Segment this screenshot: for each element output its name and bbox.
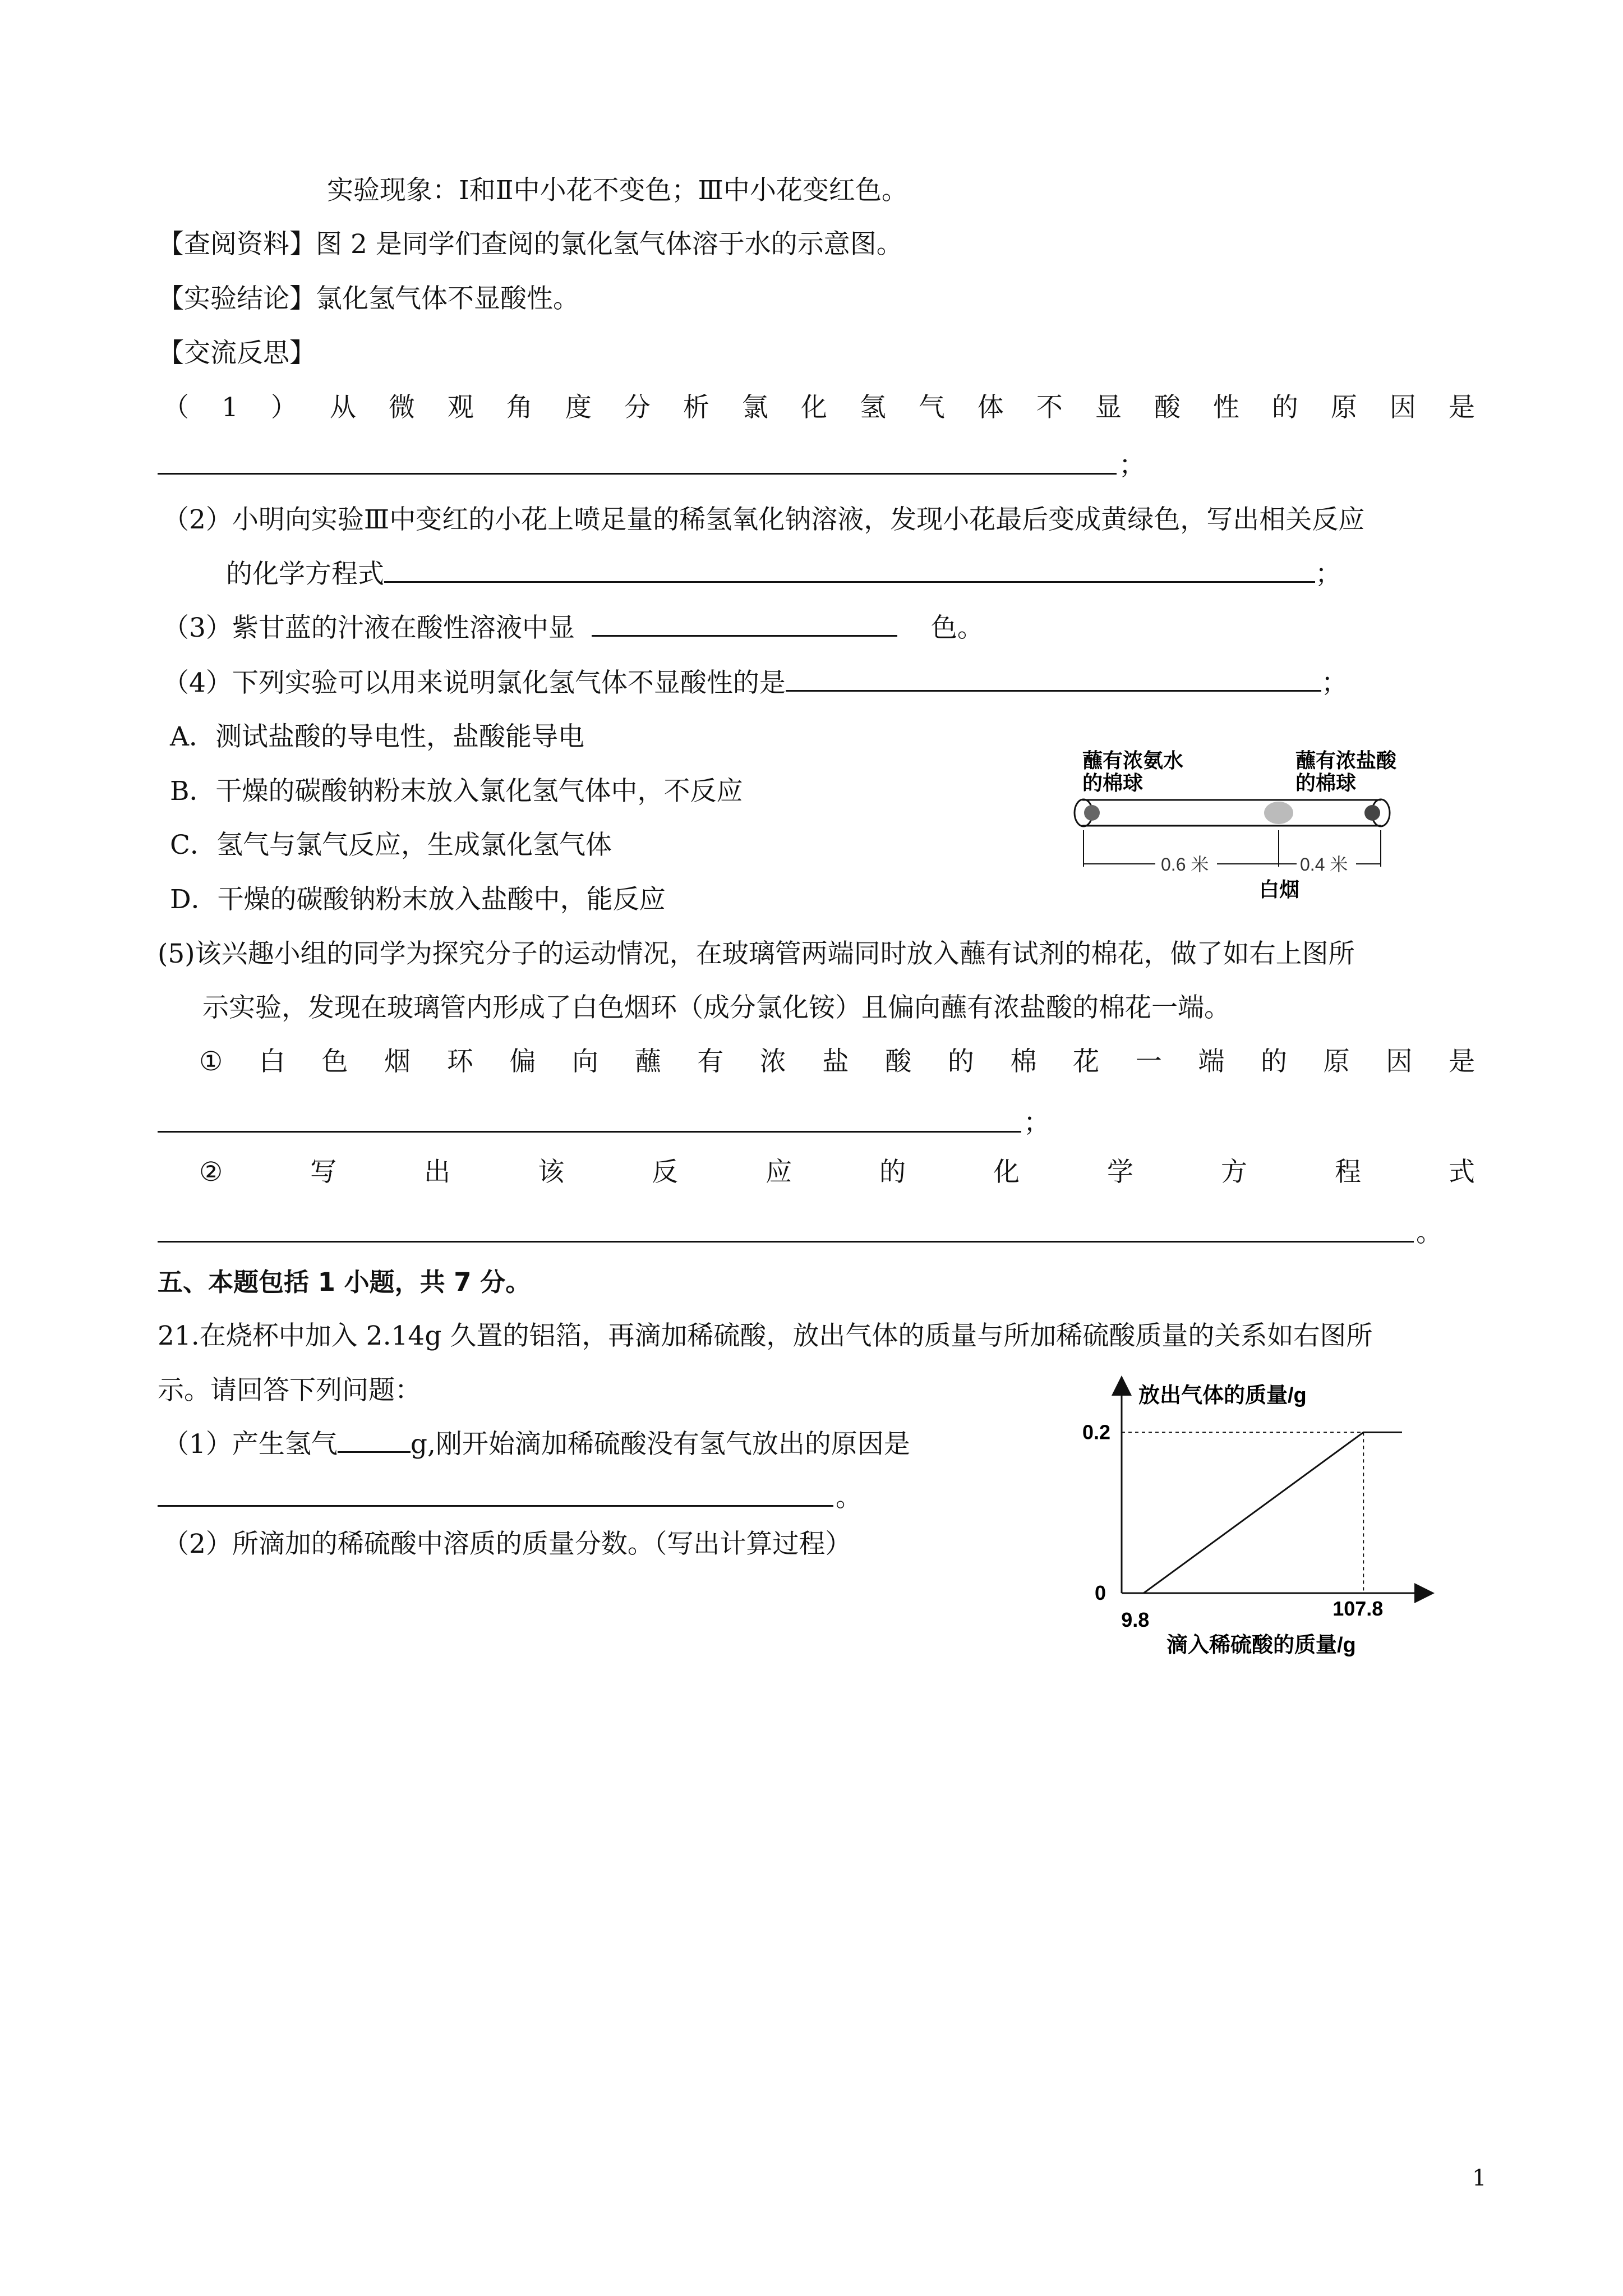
q5-1-char: 棉 [1010,1046,1037,1077]
q1-char: 1 [222,392,238,423]
q5-1-char: 端 [1198,1046,1225,1077]
q1-char: 的 [1271,392,1298,423]
chart-x-label: 滴入稀硫酸的质量/g [1166,1634,1356,1657]
q5-1-char: 因 [1386,1046,1413,1077]
q1-char: 化 [800,392,827,423]
q5-1-char: 浓 [759,1046,786,1077]
q1-char: 从 [329,392,356,423]
question-2-line-a: （2）小明向实验Ⅲ中变红的小花上喷足量的稀氢氧化钠溶液，发现小花最后变成黄绿色，写出相关反应 [163,504,1365,535]
distance-left: 0.6 米 [1161,854,1209,875]
cotton-ball-left-icon [1084,805,1100,821]
q1-char: 因 [1389,392,1416,423]
q1-char: 氢 [859,392,886,423]
q5-2-char: 该 [538,1157,565,1188]
answer-blank-1 [158,473,1117,475]
q1-char: 是 [1448,392,1475,423]
question-3: （3）紫甘蓝的汁液在酸性溶液中显 色。 [163,613,984,643]
q1-end: ； [1119,450,1145,481]
x-tick-107-8: 107.8 [1332,1597,1384,1620]
q5-1-char: 盐 [822,1046,849,1077]
q5-2-char: 反 [652,1157,679,1188]
q5-1-char: 酸 [885,1046,912,1077]
q1-char: 性 [1212,392,1239,423]
origin-label: 0 [1095,1581,1106,1604]
q5-2-char: 写 [310,1157,337,1188]
answer-blank-4 [786,685,1321,692]
q5-1-char: 色 [321,1046,348,1077]
question-5-line-a: (5)该兴趣小组的同学为探究分子的运动情况，在玻璃管两端同时放入蘸有试剂的棉花，做了如右上图所 [158,938,1355,969]
reflection-heading: 【交流反思】 [158,338,316,369]
q5-1-char: 是 [1448,1046,1475,1077]
q5-2-char: 出 [424,1157,451,1188]
cotton-ball-right-icon [1364,805,1380,821]
question-21-2: （2）所滴加的稀硫酸中溶质的质量分数。（写出计算过程） [163,1529,852,1559]
q1-char: 显 [1095,392,1122,423]
q5-2-char: 式 [1448,1157,1475,1188]
q5-2-char: 化 [993,1157,1020,1188]
question-21-1: （1）产生氢气 g,刚开始滴加稀硫酸没有氢气放出的原因是 [163,1429,910,1460]
q5-1-char: 花 [1073,1046,1100,1077]
q5-1-end: ； [1023,1107,1050,1138]
q1-char: ） [270,392,297,423]
q1-char: 微 [388,392,415,423]
q5-1-char: 偏 [509,1046,536,1077]
y-tick-0-2: 0.2 [1082,1420,1111,1444]
q5-2-char: 学 [1107,1157,1134,1188]
q1-char: 酸 [1154,392,1181,423]
smoke-ring-icon [1264,802,1293,824]
answer-blank-2 [384,577,1315,583]
q5-1-char: 白 [259,1046,285,1077]
question-4: （4）下列实验可以用来说明氯化氢气体不显酸性的是 ； [163,668,1348,698]
q5-1-char: 蘸 [634,1046,661,1077]
q1-char: 度 [565,392,592,423]
q1-char: 观 [447,392,474,423]
answer-blank-21-1a [338,1447,411,1453]
question-5-line-b: 示实验，发现在玻璃管内形成了白色烟环（成分氯化铵）且偏向蘸有浓盐酸的棉花一端。 [202,992,1230,1023]
option-a: A．测试盐酸的导电性，盐酸能导电 [170,721,584,752]
option-b: B．干燥的碳酸钠粉末放入氯化氢气体中，不反应 [170,776,743,807]
question-5-1-line [199,1045,1475,1079]
q1-char: 氯 [741,392,768,423]
q5-1-char: 环 [446,1046,473,1077]
tube-label-left-2: 的棉球 [1082,771,1144,794]
q1-char: 气 [918,392,945,423]
question-21-line-a: 21.在烧杯中加入 2.14g 久置的铝箔，再滴加稀硫酸，放出气体的质量与所加稀硫酸质量的关系如右图所 [158,1320,1373,1351]
experiment-phenomenon: 实验现象：Ⅰ和Ⅱ中小花不变色；Ⅲ中小花变红色。 [327,175,908,206]
q5-1-char: 的 [1261,1046,1288,1077]
distance-right: 0.4 米 [1300,854,1348,875]
x-tick-9-8: 9.8 [1121,1608,1150,1631]
experiment-conclusion: 【实验结论】氯化氢气体不显酸性。 [158,283,579,314]
q1-char: 角 [506,392,533,423]
q5-2-char: 的 [879,1157,906,1188]
answer-blank-5-2 [158,1241,1414,1243]
answer-blank-3 [592,631,897,637]
question-2-line-b: 的化学方程式 ； [226,559,1341,590]
q5-2-char: 应 [766,1157,792,1188]
glass-tube-figure [1071,746,1464,909]
q5-2-char: ② [199,1157,223,1188]
page-number: 1 [1472,2165,1487,2191]
q5-1-char: 向 [571,1046,598,1077]
answer-blank-21-1b [158,1505,833,1507]
q1-char: 析 [683,392,709,423]
option-d: D．干燥的碳酸钠粉末放入盐酸中，能反应 [170,884,666,915]
q5-1-char: ① [199,1046,223,1077]
q1-char: 体 [977,392,1004,423]
tube-label-right-2: 的棉球 [1295,771,1357,794]
question-5-2-line [199,1156,1475,1189]
option-c: C．氢气与氯气反应，生成氯化氢气体 [170,830,612,861]
q5-1-char: 一 [1135,1046,1162,1077]
section-5-heading: 五、本题包括 1 小题，共 7 分。 [158,1267,531,1297]
q21-1-end: 。 [836,1482,862,1513]
tube-label-right-1: 蘸有浓盐酸 [1295,749,1397,772]
question-21-line-b: 示。请回答下列问题： [158,1375,421,1406]
q1-char: 原 [1330,392,1357,423]
q5-1-char: 原 [1323,1046,1350,1077]
chart-y-label: 放出气体的质量/g [1138,1384,1307,1407]
question-1-line [163,391,1475,425]
tube-label-left-1: 蘸有浓氨水 [1082,749,1184,772]
gas-mass-chart [1066,1369,1458,1660]
q1-char: 不 [1036,392,1063,423]
q1-char: 分 [624,392,651,423]
q5-2-char: 程 [1334,1157,1361,1188]
q5-2-end: 。 [1416,1217,1442,1248]
smoke-label: 白烟 [1259,878,1300,901]
q5-1-char: 有 [697,1046,724,1077]
answer-blank-5-1 [158,1131,1021,1133]
q1-char: （ [163,392,189,423]
q5-1-char: 的 [947,1046,974,1077]
lookup-info: 【查阅资料】图 2 是同学们查阅的氯化氢气体溶于水的示意图。 [158,229,903,260]
q5-2-char: 方 [1221,1157,1247,1188]
q5-1-char: 烟 [384,1046,411,1077]
